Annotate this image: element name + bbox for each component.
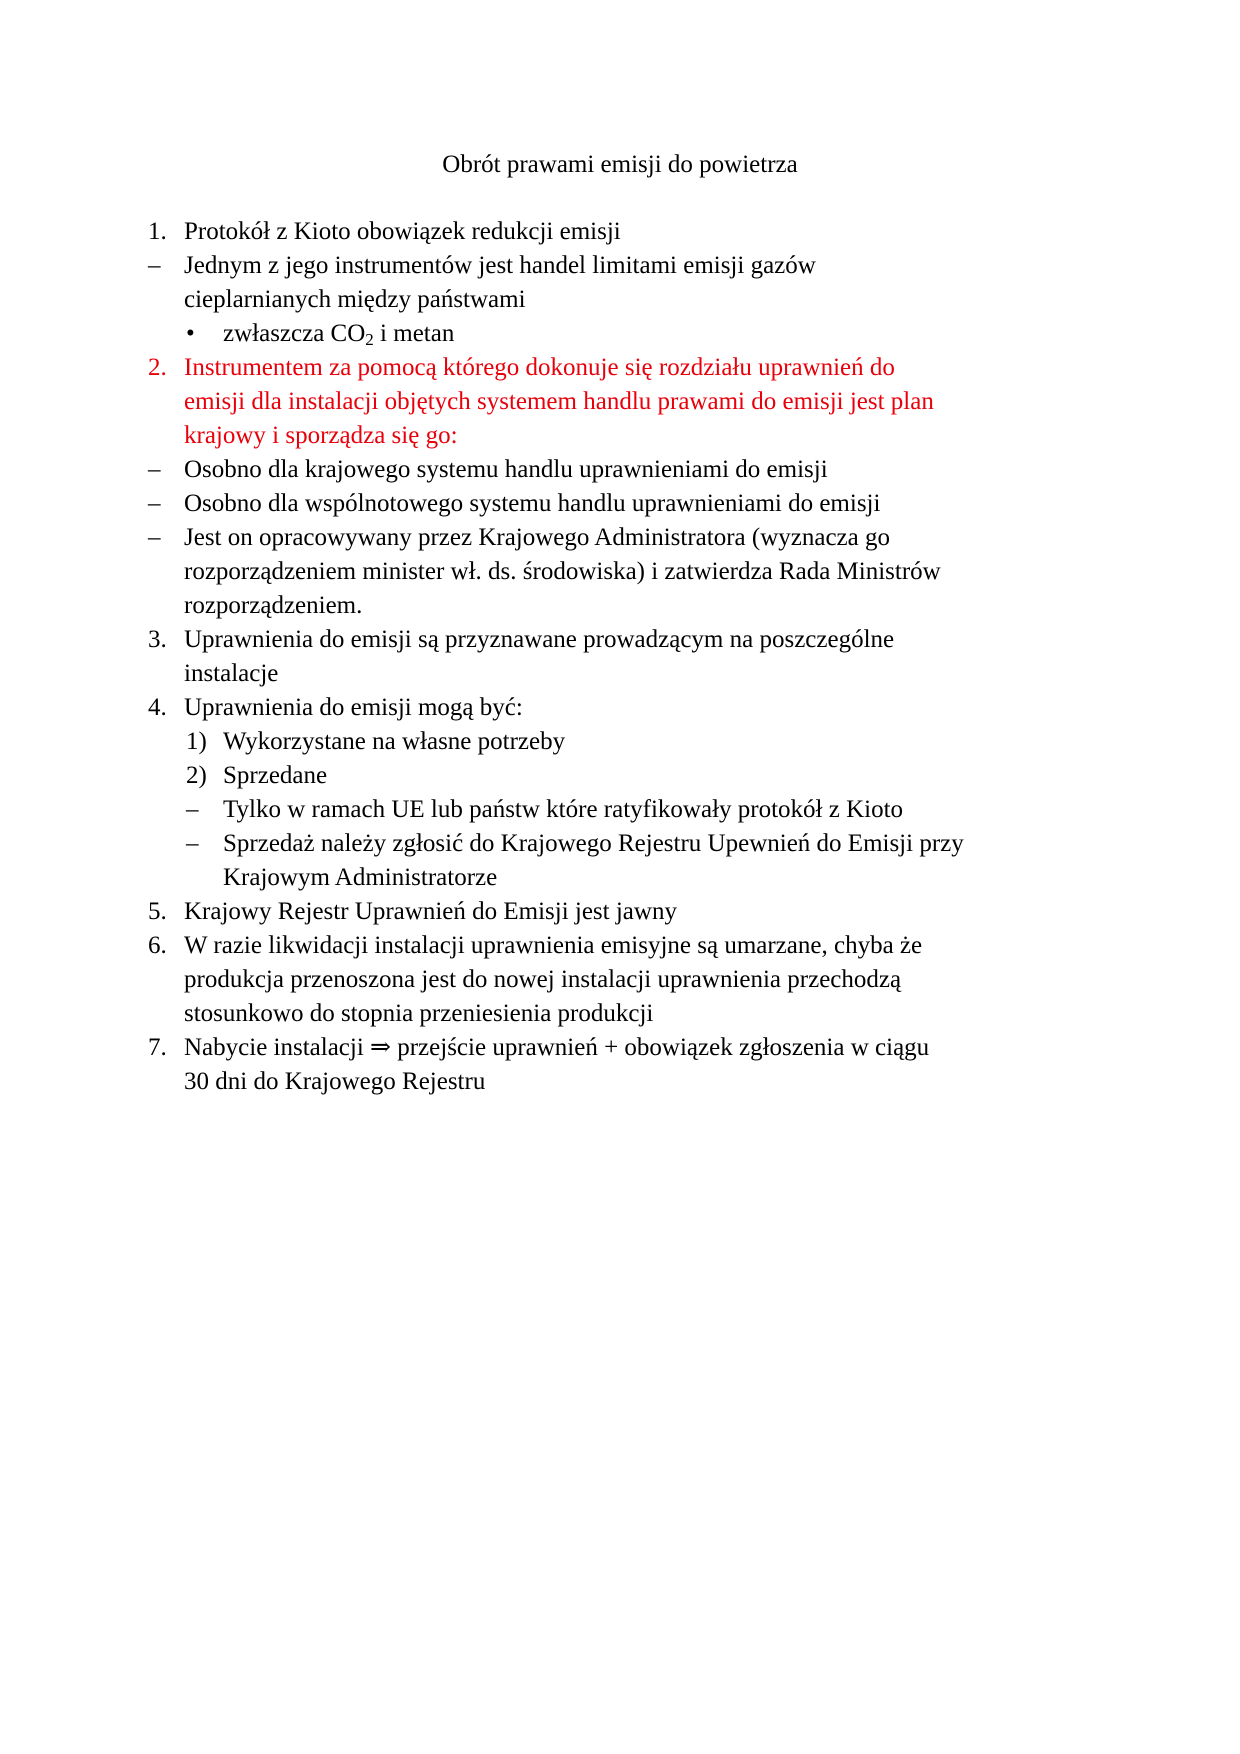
list-item [0, 725, 1240, 759]
list-item [0, 351, 1240, 453]
text-line: Jednym z jego instrumentów jest handel limitami emisji gazów [184, 252, 816, 279]
list-marker: 3. [148, 626, 167, 653]
text-line: W razie likwidacji instalacji uprawnienia emisyjne są umarzane, chyba że [184, 932, 923, 959]
list-item-text [184, 929, 1240, 1031]
text-line: Osobno dla krajowego systemu handlu uprawnieniami do emisji [184, 456, 828, 483]
list-item-text [223, 317, 1240, 351]
list-marker: – [186, 796, 199, 823]
list-item-text [223, 759, 1240, 793]
list-item-text [184, 521, 1240, 623]
text-line: krajowy i sporządza się go: [184, 422, 458, 449]
list-item-text [184, 623, 1240, 691]
list-item [0, 1031, 1240, 1099]
subscript: 2 [365, 330, 374, 349]
list-marker: 1) [186, 728, 207, 755]
text-line: 30 dni do Krajowego Rejestru [184, 1068, 486, 1095]
text-line: Jest on opracowywany przez Krajowego Administratora (wyznacza go [184, 524, 890, 551]
list-item [0, 249, 1240, 317]
list-marker: 1. [148, 218, 167, 245]
list-item-text [223, 793, 1240, 827]
list-marker: – [148, 456, 161, 483]
list-item [0, 929, 1240, 1031]
text-line: cieplarnianych między państwami [184, 286, 526, 313]
text-line: Wykorzystane na własne potrzeby [223, 728, 566, 755]
outline-list [0, 215, 1240, 1099]
list-item [0, 215, 1240, 249]
list-item [0, 759, 1240, 793]
list-marker: 2) [186, 762, 207, 789]
list-marker: 4. [148, 694, 167, 721]
text-line: Uprawnienia do emisji są przyznawane prowadzącym na poszczególne [184, 626, 895, 653]
list-item [0, 487, 1240, 521]
list-marker: • [186, 320, 195, 347]
text-line: rozporządzeniem. [184, 592, 363, 619]
list-item-text [184, 215, 1240, 249]
list-marker: 7. [148, 1034, 167, 1061]
list-item-text [184, 1031, 1240, 1099]
list-item-text [184, 895, 1240, 929]
list-marker: 6. [148, 932, 167, 959]
list-marker: 2. [148, 354, 167, 381]
text-line: Tylko w ramach UE lub państw które ratyfikowały protokół z Kioto [223, 796, 904, 823]
list-item [0, 691, 1240, 725]
list-item-text [184, 487, 1240, 521]
list-item-text [184, 351, 1240, 453]
list-marker: – [148, 490, 161, 517]
list-item [0, 793, 1240, 827]
list-item-text [223, 725, 1240, 759]
text-line: emisji dla instalacji objętych systemem handlu prawami do emisji jest plan [184, 388, 934, 415]
list-item [0, 827, 1240, 895]
list-marker: – [148, 524, 161, 551]
text-line: instalacje [184, 660, 279, 687]
list-item-text [223, 827, 1240, 895]
list-item [0, 521, 1240, 623]
list-marker: 5. [148, 898, 167, 925]
text-line: rozporządzeniem minister wł. ds. środowiska) i zatwierdza Rada Ministrów [184, 558, 941, 585]
text-line: Uprawnienia do emisji mogą być: [184, 694, 523, 721]
list-item [0, 623, 1240, 691]
text-line: Sprzedaż należy zgłosić do Krajowego Rejestru Upewnień do Emisji przy [223, 830, 964, 857]
text-line: Sprzedane [223, 762, 328, 789]
text-line: Osobno dla wspólnotowego systemu handlu uprawnieniami do emisji [184, 490, 881, 517]
list-marker: – [148, 252, 161, 279]
text-line: Instrumentem za pomocą którego dokonuje się rozdziału uprawnień do [184, 354, 895, 381]
text-line: Krajowy Rejestr Uprawnień do Emisji jest jawny [184, 898, 677, 925]
text-line: Krajowym Administratorze [223, 864, 498, 891]
list-item-text [184, 691, 1240, 725]
text-line: Nabycie instalacji ⇒ przejście uprawnień + obowiązek zgłoszenia w ciągu [184, 1034, 930, 1061]
list-item [0, 895, 1240, 929]
list-item [0, 317, 1240, 351]
list-marker: – [186, 830, 199, 857]
document-title: Obrót prawami emisji do powietrza [442, 151, 798, 178]
text-line: zwłaszcza $CO_2$ i metan [223, 320, 455, 349]
text-line: Protokół z Kioto obowiązek redukcji emisji [184, 218, 621, 245]
text-line: produkcja przenoszona jest do nowej instalacji uprawnienia przechodzą [184, 966, 902, 993]
list-item [0, 453, 1240, 487]
text-line: stosunkowo do stopnia przeniesienia produkcji [184, 1000, 654, 1027]
list-item-text [184, 453, 1240, 487]
list-item-text [184, 249, 1240, 317]
